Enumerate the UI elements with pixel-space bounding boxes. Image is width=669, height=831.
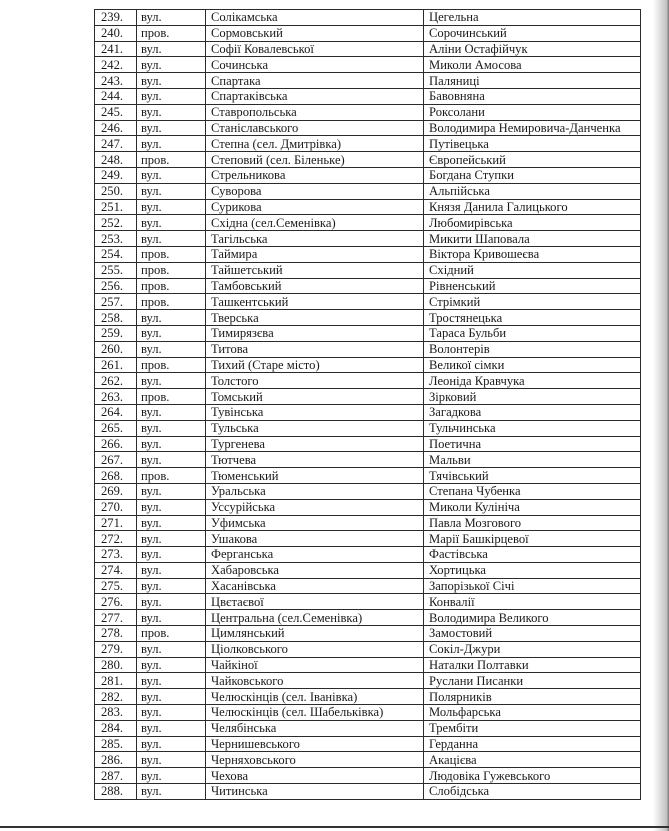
old-name-cell: Ферганська [206, 547, 424, 563]
table-row [95, 294, 641, 310]
new-name-cell: Володимира Великого [424, 610, 641, 626]
table-row [95, 183, 641, 199]
street-type-cell: пров. [137, 262, 206, 278]
table-row [95, 88, 641, 104]
table-row [95, 531, 641, 547]
new-name-cell: Володимира Немировича-Данченка [424, 120, 641, 136]
table-row [95, 310, 641, 326]
street-type-cell: вул. [137, 515, 206, 531]
table-row [95, 594, 641, 610]
street-type-cell: пров. [137, 278, 206, 294]
old-name-cell: Ташкентський [206, 294, 424, 310]
table-row [95, 578, 641, 594]
new-name-cell: Волонтерів [424, 341, 641, 357]
table-row [95, 120, 641, 136]
table-row [95, 41, 641, 57]
street-type-cell: вул. [137, 578, 206, 594]
street-type-cell: вул. [137, 436, 206, 452]
new-name-cell: Бавовняна [424, 88, 641, 104]
new-name-cell: Конвалії [424, 594, 641, 610]
new-name-cell: Сокіл-Джури [424, 641, 641, 657]
row-number-cell: 258. [95, 310, 137, 326]
table-row [95, 436, 641, 452]
table-row [95, 483, 641, 499]
table-row [95, 736, 641, 752]
old-name-cell: Толстого [206, 373, 424, 389]
street-type-cell: вул. [137, 199, 206, 215]
new-name-cell: Фастівська [424, 547, 641, 563]
street-type-cell: вул. [137, 689, 206, 705]
row-number-cell: 273. [95, 547, 137, 563]
street-type-cell: вул. [137, 231, 206, 247]
row-number-cell: 281. [95, 673, 137, 689]
row-number-cell: 264. [95, 404, 137, 420]
table-row [95, 515, 641, 531]
old-name-cell: Челябінська [206, 720, 424, 736]
new-name-cell: Поетична [424, 436, 641, 452]
old-name-cell: Тютчева [206, 452, 424, 468]
new-name-cell: Павла Мозгового [424, 515, 641, 531]
new-name-cell: Людовіка Гужевського [424, 768, 641, 784]
street-type-cell: вул. [137, 310, 206, 326]
new-name-cell: Герданна [424, 736, 641, 752]
row-number-cell: 263. [95, 389, 137, 405]
street-type-cell: вул. [137, 88, 206, 104]
street-type-cell: вул. [137, 610, 206, 626]
new-name-cell: Віктора Кривошеєва [424, 246, 641, 262]
row-number-cell: 247. [95, 136, 137, 152]
old-name-cell: Тюменський [206, 468, 424, 484]
row-number-cell: 246. [95, 120, 137, 136]
table-row [95, 562, 641, 578]
row-number-cell: 252. [95, 215, 137, 231]
row-number-cell: 266. [95, 436, 137, 452]
old-name-cell: Центральна (сел.Семенівка) [206, 610, 424, 626]
new-name-cell: Степана Чубенка [424, 483, 641, 499]
row-number-cell: 282. [95, 689, 137, 705]
row-number-cell: 270. [95, 499, 137, 515]
row-number-cell: 278. [95, 626, 137, 642]
row-number-cell: 283. [95, 705, 137, 721]
row-number-cell: 265. [95, 420, 137, 436]
street-type-cell: вул. [137, 57, 206, 73]
old-name-cell: Софії Ковалевської [206, 41, 424, 57]
old-name-cell: Сочинська [206, 57, 424, 73]
old-name-cell: Станіславського [206, 120, 424, 136]
row-number-cell: 269. [95, 483, 137, 499]
street-type-cell: вул. [137, 705, 206, 721]
street-type-cell: вул. [137, 736, 206, 752]
row-number-cell: 240. [95, 25, 137, 41]
old-name-cell: Цимлянський [206, 626, 424, 642]
street-type-cell: вул. [137, 136, 206, 152]
street-type-cell: вул. [137, 673, 206, 689]
new-name-cell: Леоніда Кравчука [424, 373, 641, 389]
old-name-cell: Тагільська [206, 231, 424, 247]
old-name-cell: Спартака [206, 73, 424, 89]
table-row [95, 152, 641, 168]
old-name-cell: Тургенева [206, 436, 424, 452]
old-name-cell: Челюскінців (сел. Шабельківка) [206, 705, 424, 721]
table-row [95, 167, 641, 183]
row-number-cell: 280. [95, 657, 137, 673]
table-row [95, 136, 641, 152]
street-type-cell: вул. [137, 10, 206, 26]
old-name-cell: Сурикова [206, 199, 424, 215]
old-name-cell: Тамбовський [206, 278, 424, 294]
street-type-cell: вул. [137, 641, 206, 657]
row-number-cell: 268. [95, 468, 137, 484]
new-name-cell: Микити Шаповала [424, 231, 641, 247]
street-type-cell: вул. [137, 594, 206, 610]
street-rename-table [94, 9, 641, 800]
row-number-cell: 244. [95, 88, 137, 104]
new-name-cell: Миколи Кулініча [424, 499, 641, 515]
old-name-cell: Уральська [206, 483, 424, 499]
old-name-cell: Спартаківська [206, 88, 424, 104]
street-type-cell: вул. [137, 73, 206, 89]
street-type-cell: пров. [137, 294, 206, 310]
table-row [95, 657, 641, 673]
table-row [95, 547, 641, 563]
table-row [95, 73, 641, 89]
street-type-cell: пров. [137, 357, 206, 373]
street-type-cell: вул. [137, 452, 206, 468]
row-number-cell: 250. [95, 183, 137, 199]
street-type-cell: вул. [137, 499, 206, 515]
table-row [95, 25, 641, 41]
new-name-cell: Слобідська [424, 784, 641, 800]
street-type-cell: пров. [137, 25, 206, 41]
old-name-cell: Челюскінців (сел. Іванівка) [206, 689, 424, 705]
street-type-cell: пров. [137, 468, 206, 484]
row-number-cell: 249. [95, 167, 137, 183]
row-number-cell: 271. [95, 515, 137, 531]
row-number-cell: 277. [95, 610, 137, 626]
table-row [95, 499, 641, 515]
old-name-cell: Читинська [206, 784, 424, 800]
row-number-cell: 259. [95, 325, 137, 341]
street-type-cell: пров. [137, 626, 206, 642]
old-name-cell: Степовий (сел. Біленьке) [206, 152, 424, 168]
old-name-cell: Чайкіної [206, 657, 424, 673]
table-row [95, 610, 641, 626]
row-number-cell: 241. [95, 41, 137, 57]
street-type-cell: вул. [137, 183, 206, 199]
street-type-cell: вул. [137, 404, 206, 420]
row-number-cell: 256. [95, 278, 137, 294]
new-name-cell: Миколи Амосова [424, 57, 641, 73]
new-name-cell: Альпійська [424, 183, 641, 199]
new-name-cell: Марії Башкірцевої [424, 531, 641, 547]
new-name-cell: Тульчинська [424, 420, 641, 436]
street-type-cell: вул. [137, 752, 206, 768]
table-row [95, 262, 641, 278]
street-type-cell: вул. [137, 562, 206, 578]
street-type-cell: пров. [137, 246, 206, 262]
new-name-cell: Мольфарська [424, 705, 641, 721]
street-type-cell: вул. [137, 341, 206, 357]
table-row [95, 373, 641, 389]
table-row [95, 325, 641, 341]
new-name-cell: Зірковий [424, 389, 641, 405]
old-name-cell: Титова [206, 341, 424, 357]
new-name-cell: Великої сімки [424, 357, 641, 373]
row-number-cell: 284. [95, 720, 137, 736]
new-name-cell: Богдана Ступки [424, 167, 641, 183]
table-row [95, 673, 641, 689]
new-name-cell: Аліни Остафійчук [424, 41, 641, 57]
new-name-cell: Руслани Писанки [424, 673, 641, 689]
old-name-cell: Чехова [206, 768, 424, 784]
old-name-cell: Уфимська [206, 515, 424, 531]
table-row [95, 641, 641, 657]
row-number-cell: 287. [95, 768, 137, 784]
street-type-cell: пров. [137, 389, 206, 405]
old-name-cell: Тихий (Старе місто) [206, 357, 424, 373]
new-name-cell: Паляниці [424, 73, 641, 89]
row-number-cell: 245. [95, 104, 137, 120]
row-number-cell: 248. [95, 152, 137, 168]
old-name-cell: Черняховського [206, 752, 424, 768]
table-row [95, 752, 641, 768]
row-number-cell: 267. [95, 452, 137, 468]
street-type-cell: вул. [137, 547, 206, 563]
table-row [95, 689, 641, 705]
table-row [95, 215, 641, 231]
street-type-cell: вул. [137, 784, 206, 800]
table-row [95, 104, 641, 120]
new-name-cell: Цегельна [424, 10, 641, 26]
table-row [95, 246, 641, 262]
street-type-cell: вул. [137, 373, 206, 389]
street-type-cell: пров. [137, 152, 206, 168]
table-row [95, 199, 641, 215]
old-name-cell: Уссурійська [206, 499, 424, 515]
street-type-cell: вул. [137, 325, 206, 341]
table-row [95, 231, 641, 247]
table-row [95, 452, 641, 468]
row-number-cell: 257. [95, 294, 137, 310]
table-row [95, 404, 641, 420]
row-number-cell: 276. [95, 594, 137, 610]
row-number-cell: 254. [95, 246, 137, 262]
old-name-cell: Тувінська [206, 404, 424, 420]
old-name-cell: Сормовський [206, 25, 424, 41]
old-name-cell: Хабаровська [206, 562, 424, 578]
row-number-cell: 260. [95, 341, 137, 357]
table-row [95, 420, 641, 436]
old-name-cell: Томський [206, 389, 424, 405]
street-type-cell: вул. [137, 120, 206, 136]
street-type-cell: вул. [137, 104, 206, 120]
new-name-cell: Тараса Бульби [424, 325, 641, 341]
page-edge-shadow [653, 0, 669, 831]
old-name-cell: Тульська [206, 420, 424, 436]
new-name-cell: Замостовий [424, 626, 641, 642]
row-number-cell: 255. [95, 262, 137, 278]
table-row [95, 10, 641, 26]
old-name-cell: Тимирязєва [206, 325, 424, 341]
new-name-cell: Тростянецька [424, 310, 641, 326]
old-name-cell: Чернишевського [206, 736, 424, 752]
row-number-cell: 279. [95, 641, 137, 657]
row-number-cell: 239. [95, 10, 137, 26]
old-name-cell: Чайковського [206, 673, 424, 689]
old-name-cell: Стрельникова [206, 167, 424, 183]
street-type-cell: вул. [137, 657, 206, 673]
new-name-cell: Європейський [424, 152, 641, 168]
table-row [95, 626, 641, 642]
old-name-cell: Суворова [206, 183, 424, 199]
table-row [95, 278, 641, 294]
row-number-cell: 288. [95, 784, 137, 800]
old-name-cell: Тайшетський [206, 262, 424, 278]
table-row [95, 468, 641, 484]
new-name-cell: Трембіти [424, 720, 641, 736]
row-number-cell: 243. [95, 73, 137, 89]
old-name-cell: Солікамська [206, 10, 424, 26]
street-type-cell: вул. [137, 420, 206, 436]
street-type-cell: вул. [137, 531, 206, 547]
street-type-cell: вул. [137, 768, 206, 784]
old-name-cell: Східна (сел.Семенівка) [206, 215, 424, 231]
old-name-cell: Ушакова [206, 531, 424, 547]
old-name-cell: Тверська [206, 310, 424, 326]
new-name-cell: Загадкова [424, 404, 641, 420]
old-name-cell: Ціолковського [206, 641, 424, 657]
street-type-cell: вул. [137, 41, 206, 57]
new-name-cell: Рівненський [424, 278, 641, 294]
old-name-cell: Цвєтаєвої [206, 594, 424, 610]
row-number-cell: 242. [95, 57, 137, 73]
row-number-cell: 272. [95, 531, 137, 547]
new-name-cell: Стрімкий [424, 294, 641, 310]
new-name-cell: Акацієва [424, 752, 641, 768]
new-name-cell: Мальви [424, 452, 641, 468]
row-number-cell: 286. [95, 752, 137, 768]
table-row [95, 389, 641, 405]
new-name-cell: Роксолани [424, 104, 641, 120]
row-number-cell: 261. [95, 357, 137, 373]
table-row [95, 720, 641, 736]
street-type-cell: вул. [137, 720, 206, 736]
street-type-cell: вул. [137, 483, 206, 499]
street-type-cell: вул. [137, 167, 206, 183]
table-row [95, 341, 641, 357]
old-name-cell: Хасанівська [206, 578, 424, 594]
table-row [95, 784, 641, 800]
old-name-cell: Ставропольська [206, 104, 424, 120]
new-name-cell: Східний [424, 262, 641, 278]
old-name-cell: Таймира [206, 246, 424, 262]
new-name-cell: Хортицька [424, 562, 641, 578]
row-number-cell: 262. [95, 373, 137, 389]
new-name-cell: Любомирівська [424, 215, 641, 231]
new-name-cell: Князя Данила Галицького [424, 199, 641, 215]
new-name-cell: Полярників [424, 689, 641, 705]
street-type-cell: вул. [137, 215, 206, 231]
old-name-cell: Степна (сел. Дмитрівка) [206, 136, 424, 152]
table-row [95, 357, 641, 373]
table-row [95, 768, 641, 784]
row-number-cell: 274. [95, 562, 137, 578]
new-name-cell: Запорізької Січі [424, 578, 641, 594]
new-name-cell: Сорочинський [424, 25, 641, 41]
row-number-cell: 285. [95, 736, 137, 752]
row-number-cell: 251. [95, 199, 137, 215]
new-name-cell: Тячівський [424, 468, 641, 484]
page-bottom-border [0, 826, 669, 828]
new-name-cell: Наталки Полтавки [424, 657, 641, 673]
table-row [95, 57, 641, 73]
new-name-cell: Путівецька [424, 136, 641, 152]
table-row [95, 705, 641, 721]
row-number-cell: 253. [95, 231, 137, 247]
table-body [95, 10, 641, 800]
row-number-cell: 275. [95, 578, 137, 594]
